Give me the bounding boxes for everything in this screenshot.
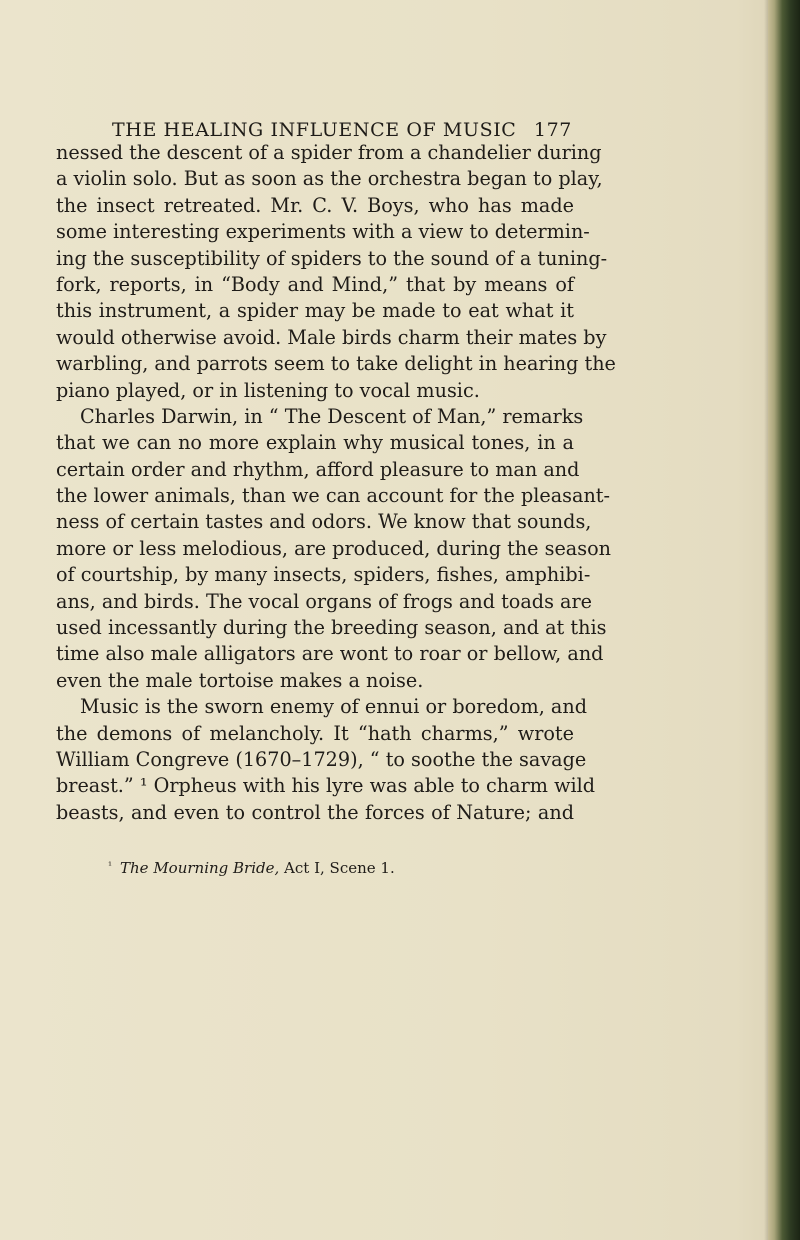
text-line: nessed the descent of a spider from a chandelier during xyxy=(56,141,602,164)
text-line: warbling, and parrots seem to take delight in hearing the xyxy=(56,352,616,376)
footnote-title: The Mourning Bride, xyxy=(120,859,280,877)
footnote xyxy=(108,859,395,877)
text-line: fork, reports, in “Body and Mind,” that by means of xyxy=(56,272,574,296)
body-text xyxy=(56,140,616,826)
text-line: Charles Darwin, in “ The Descent of Man,” remarks xyxy=(80,404,584,428)
text-line: time also male alligators are wont to roar or bellow, and xyxy=(56,642,604,666)
text-line: the lower animals, than we can account for the pleasant- xyxy=(56,484,611,508)
text-line: of courtship, by many insects, spiders, fishes, amphibi- xyxy=(56,563,591,587)
footnote-marker: ¹ xyxy=(108,861,113,872)
page-number: 177 xyxy=(533,119,572,141)
text-line: certain order and rhythm, afford pleasure to man and xyxy=(56,457,580,481)
text-line: William Congreve (1670–1729), “ to soothe the savage xyxy=(56,747,587,771)
text-line: even the male tortoise makes a noise. xyxy=(56,668,424,692)
text-line: ing the susceptibility of spiders to the sound of a tuning- xyxy=(56,246,608,270)
text-line: used incessantly during the breeding season, and at this xyxy=(56,616,607,640)
running-header xyxy=(112,119,572,141)
book-binding xyxy=(768,0,800,1240)
text-line: the insect retreated. Mr. C. V. Boys, who has made xyxy=(56,193,574,217)
text-line: ans, and birds. The vocal organs of frogs and toads are xyxy=(56,589,592,613)
text-line: that we can no more explain why musical tones, in a xyxy=(56,431,574,455)
text-line: would otherwise avoid. Male birds charm their mates by xyxy=(56,325,607,349)
footnote-text: Act I, Scene 1. xyxy=(279,859,395,877)
text-line: ness of certain tastes and odors. We know that sounds, xyxy=(56,510,592,534)
text-line: the demons of melancholy. It “hath charms,” wrote xyxy=(56,721,574,745)
text-line: this instrument, a spider may be made to eat what it xyxy=(56,299,574,323)
running-title: THE HEALING INFLUENCE OF MUSIC xyxy=(112,119,517,141)
text-line: Music is the sworn enemy of ennui or boredom, and xyxy=(80,695,587,719)
text-line: more or less melodious, are produced, during the season xyxy=(56,536,611,560)
text-line: beasts, and even to control the forces of Nature; and xyxy=(56,800,574,824)
text-line: piano played, or in listening to vocal music. xyxy=(56,378,480,402)
text-line: breast.” ¹ Orpheus with his lyre was able to charm wild xyxy=(56,774,596,798)
text-line: some interesting experiments with a view to determin- xyxy=(56,220,590,244)
text-line: a violin solo. But as soon as the orchestra began to play, xyxy=(56,167,603,191)
